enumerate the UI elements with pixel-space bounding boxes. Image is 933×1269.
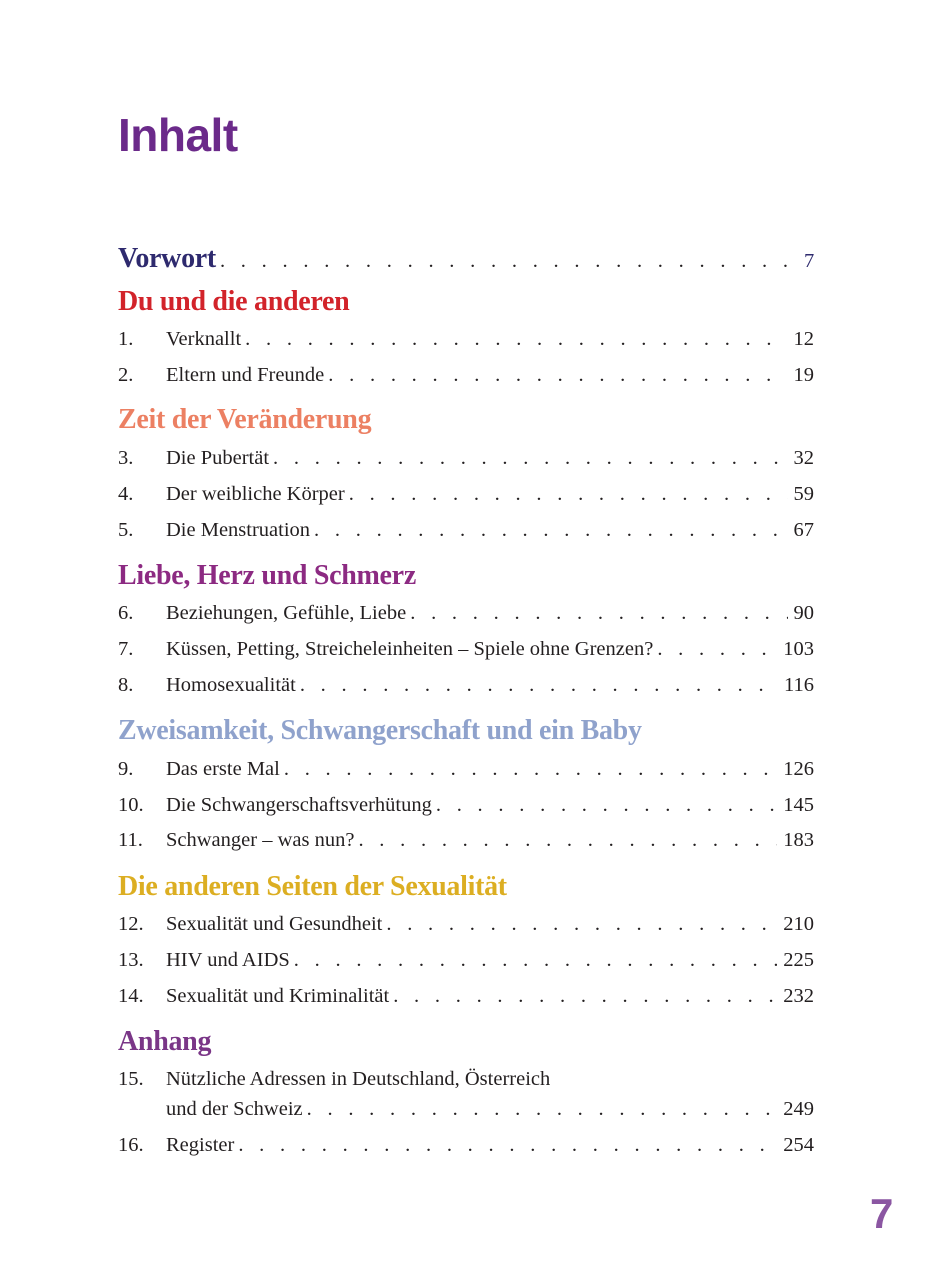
dot-leader bbox=[300, 672, 778, 698]
entry-number: 12. bbox=[118, 913, 144, 935]
entry-label: HIV und AIDS bbox=[166, 947, 294, 973]
toc-entry-continuation[interactable] bbox=[118, 1096, 814, 1122]
dot-leader bbox=[238, 1132, 777, 1158]
entry-number: 1. bbox=[118, 328, 134, 350]
entry-page: 126 bbox=[783, 758, 814, 780]
page-number: 7 bbox=[870, 1190, 894, 1237]
entry-page: 225 bbox=[783, 949, 814, 971]
section-heading: Liebe, Herz und Schmerz bbox=[118, 560, 416, 591]
entry-label: Register bbox=[166, 1132, 238, 1158]
entry-label: Nützliche Adressen in Deutschland, Österreich bbox=[166, 1066, 554, 1092]
dot-leader bbox=[307, 1096, 778, 1122]
toc-entry[interactable] bbox=[118, 911, 814, 937]
dot-leader bbox=[220, 251, 798, 272]
entry-page: 103 bbox=[783, 638, 814, 660]
dot-leader bbox=[284, 756, 777, 782]
entry-page: 90 bbox=[793, 602, 814, 624]
toc-entry[interactable] bbox=[118, 362, 814, 388]
dot-leader bbox=[245, 326, 787, 352]
entry-number: 4. bbox=[118, 483, 134, 505]
dot-leader bbox=[358, 827, 777, 853]
toc-entry[interactable] bbox=[118, 326, 814, 352]
entry-page: 19 bbox=[793, 364, 814, 386]
entry-label: Die Menstruation bbox=[166, 517, 314, 543]
section-heading: Anhang bbox=[118, 1026, 212, 1057]
entry-page: 145 bbox=[783, 794, 814, 816]
toc-entry-vorwort[interactable] bbox=[118, 245, 814, 273]
entry-page: 32 bbox=[793, 447, 814, 469]
entry-number: 6. bbox=[118, 602, 134, 624]
entry-number: 9. bbox=[118, 758, 134, 780]
vorwort-label: Vorwort bbox=[118, 245, 220, 273]
entry-label: Schwanger – was nun? bbox=[166, 827, 358, 853]
entry-label: Der weibliche Körper bbox=[166, 481, 349, 507]
entry-label-continuation: und der Schweiz bbox=[166, 1096, 307, 1122]
entry-label: Sexualität und Kriminalität bbox=[166, 983, 393, 1009]
entry-label: Verknallt bbox=[166, 326, 245, 352]
toc-entry[interactable] bbox=[118, 600, 814, 626]
toc-entry[interactable] bbox=[118, 947, 814, 973]
entry-label: Beziehungen, Gefühle, Liebe bbox=[166, 600, 410, 626]
entry-page: 59 bbox=[793, 483, 814, 505]
entry-page: 232 bbox=[783, 985, 814, 1007]
entry-number: 15. bbox=[118, 1068, 144, 1090]
dot-leader bbox=[393, 983, 777, 1009]
toc-entry[interactable] bbox=[118, 983, 814, 1009]
entry-label: Homosexualität bbox=[166, 672, 300, 698]
toc-entry[interactable] bbox=[118, 1132, 814, 1158]
section-heading: Zweisamkeit, Schwangerschaft und ein Baby bbox=[118, 715, 642, 746]
entry-number: 14. bbox=[118, 985, 144, 1007]
entry-page: 116 bbox=[784, 674, 814, 696]
page-title: Inhalt bbox=[118, 109, 238, 161]
entry-page: 183 bbox=[783, 829, 814, 851]
dot-leader bbox=[314, 517, 787, 543]
entry-number: 5. bbox=[118, 519, 134, 541]
entry-label: Das erste Mal bbox=[166, 756, 284, 782]
entry-page: 12 bbox=[793, 328, 814, 350]
section-heading: Zeit der Veränderung bbox=[118, 404, 372, 435]
entry-page: 254 bbox=[783, 1134, 814, 1156]
toc-entry[interactable] bbox=[118, 481, 814, 507]
dot-leader bbox=[328, 362, 787, 388]
entry-label: Die Pubertät bbox=[166, 445, 273, 471]
toc-entry[interactable] bbox=[118, 672, 814, 698]
toc-entry[interactable] bbox=[118, 792, 814, 818]
entry-label: Küssen, Petting, Streicheleinheiten – Spiele ohne Grenzen? bbox=[166, 636, 657, 662]
section-heading: Du und die anderen bbox=[118, 286, 350, 317]
entry-page: 67 bbox=[793, 519, 814, 541]
entry-number: 11. bbox=[118, 829, 143, 851]
entry-number: 7. bbox=[118, 638, 134, 660]
entry-label: Die Schwangerschaftsverhütung bbox=[166, 792, 436, 818]
dot-leader bbox=[410, 600, 787, 626]
entry-number: 3. bbox=[118, 447, 134, 469]
entry-label: Eltern und Freunde bbox=[166, 362, 328, 388]
dot-leader bbox=[273, 445, 787, 471]
toc-entry[interactable] bbox=[118, 827, 814, 853]
vorwort-page: 7 bbox=[804, 250, 814, 272]
entry-number: 10. bbox=[118, 794, 144, 816]
dot-leader bbox=[657, 636, 777, 662]
entry-page: 210 bbox=[783, 913, 814, 935]
entry-number: 8. bbox=[118, 674, 134, 696]
entry-number: 2. bbox=[118, 364, 134, 386]
entry-number: 16. bbox=[118, 1134, 144, 1156]
dot-leader bbox=[349, 481, 788, 507]
toc-entry[interactable] bbox=[118, 756, 814, 782]
dot-leader bbox=[294, 947, 777, 973]
toc-entry[interactable] bbox=[118, 445, 814, 471]
dot-leader bbox=[386, 911, 777, 937]
toc-entry[interactable] bbox=[118, 517, 814, 543]
dot-leader bbox=[436, 792, 777, 818]
toc-entry[interactable] bbox=[118, 636, 814, 662]
toc-entry[interactable] bbox=[118, 1066, 814, 1092]
entry-label: Sexualität und Gesundheit bbox=[166, 911, 386, 937]
section-heading: Die anderen Seiten der Sexualität bbox=[118, 871, 507, 902]
entry-page: 249 bbox=[783, 1098, 814, 1120]
entry-number: 13. bbox=[118, 949, 144, 971]
